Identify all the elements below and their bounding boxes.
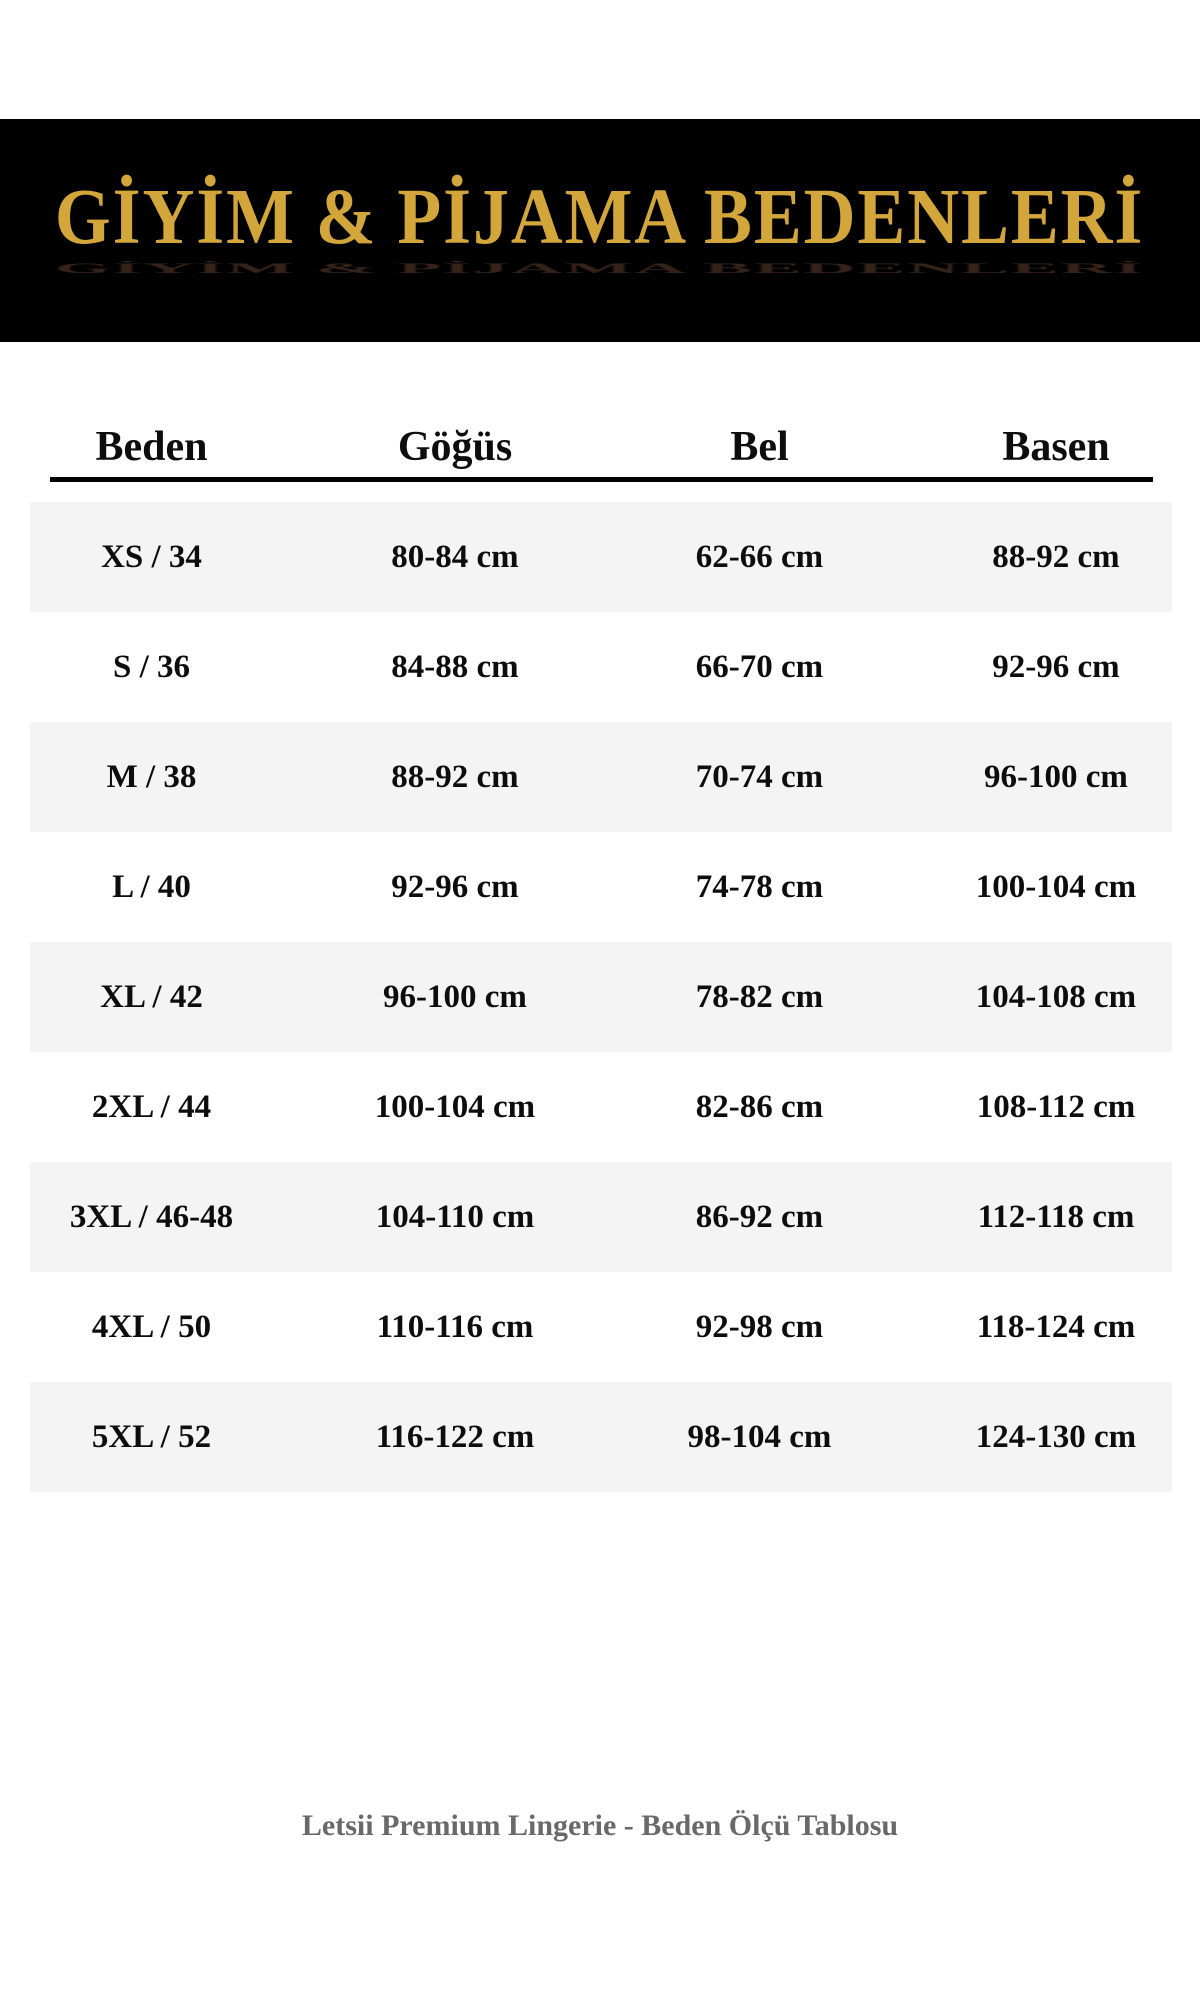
hips-cell: 112-118 cm — [977, 1198, 1135, 1235]
hips-cell: 92-96 cm — [992, 648, 1120, 685]
title-reflection-wrap — [0, 261, 1200, 279]
table-row — [0, 1162, 1200, 1272]
size-cell: XS / 34 — [101, 538, 202, 575]
footer-caption: Letsii Premium Lingerie - Beden Ölçü Tablosu — [301, 1809, 899, 1842]
waist-cell: 66-70 cm — [695, 648, 824, 685]
table-row — [0, 832, 1200, 942]
size-cell: 4XL / 50 — [91, 1308, 212, 1345]
table-row — [0, 722, 1200, 832]
size-cell: 5XL / 52 — [91, 1418, 212, 1455]
chest-cell: 96-100 cm — [383, 978, 527, 1015]
hips-cell: 108-112 cm — [976, 1088, 1136, 1125]
size-cell: XL / 42 — [100, 978, 203, 1015]
waist-cell: 86-92 cm — [695, 1198, 824, 1235]
column-header-chest: Göğüs — [397, 424, 513, 470]
chest-cell: 110-116 cm — [376, 1308, 534, 1345]
waist-cell: 82-86 cm — [695, 1088, 824, 1125]
table-row — [0, 502, 1200, 612]
waist-cell: 98-104 cm — [687, 1418, 832, 1455]
table-row — [0, 1052, 1200, 1162]
chest-cell: 104-110 cm — [375, 1198, 535, 1235]
column-header-size: Beden — [95, 424, 208, 470]
hips-cell: 104-108 cm — [975, 978, 1137, 1015]
table-row — [0, 612, 1200, 722]
chest-cell: 80-84 cm — [391, 538, 519, 575]
waist-cell: 92-98 cm — [695, 1308, 824, 1345]
page-title-reflection: GİYİM & PİJAMA BEDENLERİ — [55, 260, 1145, 277]
chest-cell: 92-96 cm — [391, 868, 519, 905]
column-header-hips: Basen — [1002, 424, 1110, 470]
hips-cell: 96-100 cm — [984, 758, 1128, 795]
chest-cell: 116-122 cm — [375, 1418, 535, 1455]
hips-cell: 100-104 cm — [975, 868, 1137, 905]
table-row — [0, 1272, 1200, 1382]
waist-cell: 74-78 cm — [695, 868, 824, 905]
hips-cell: 88-92 cm — [992, 538, 1120, 575]
waist-cell: 78-82 cm — [695, 978, 824, 1015]
page-title: GİYİM & PİJAMA BEDENLERİ — [55, 172, 1145, 261]
chest-cell: 88-92 cm — [391, 758, 519, 795]
table-row — [0, 942, 1200, 1052]
size-cell: S / 36 — [112, 648, 191, 685]
waist-cell: 62-66 cm — [695, 538, 824, 575]
size-cell: M / 38 — [106, 758, 197, 795]
size-cell: L / 40 — [112, 868, 191, 905]
header-divider — [50, 477, 1153, 482]
table-row — [0, 1382, 1200, 1492]
size-cell: 3XL / 46-48 — [69, 1198, 234, 1235]
waist-cell: 70-74 cm — [695, 758, 824, 795]
title-banner — [0, 119, 1200, 342]
hips-cell: 124-130 cm — [975, 1418, 1137, 1455]
chest-cell: 100-104 cm — [374, 1088, 536, 1125]
table-header-row — [0, 418, 1200, 476]
chest-cell: 84-88 cm — [391, 648, 519, 685]
column-header-waist: Bel — [730, 424, 789, 470]
size-cell: 2XL / 44 — [91, 1088, 212, 1125]
size-table-body — [0, 502, 1200, 1492]
hips-cell: 118-124 cm — [976, 1308, 1136, 1345]
